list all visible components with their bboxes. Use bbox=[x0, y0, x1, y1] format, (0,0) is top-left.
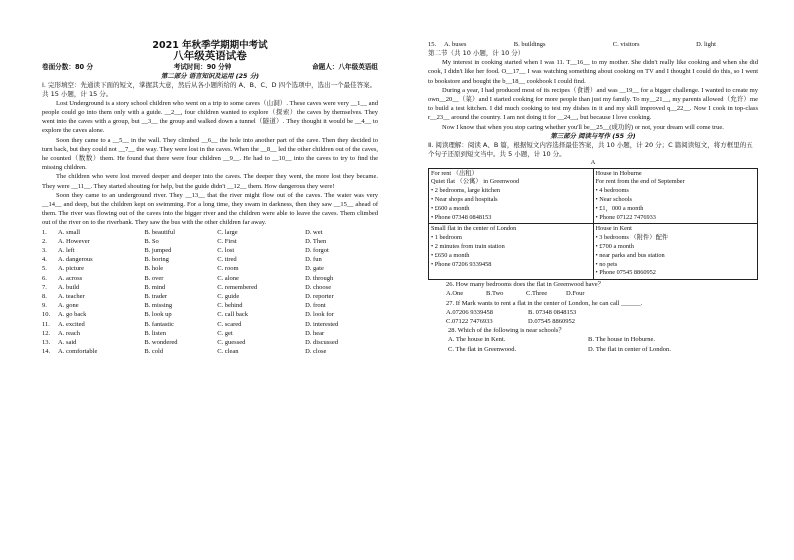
cloze-paragraph: Soon they came to a __5__ in the wall. They climbed __6__ the hole into another part of the cave. Then they decided to turn back, but they could not __7__ the way. They were lost in the caves. When the __8__ led the other children out of the caves, he counted（数数）them. He found that there were four children __9__. He had to __10__ into the caves to try to find the missing children. bbox=[42, 136, 378, 172]
ad-line: Quiet flat （公寓） in Greenwood bbox=[431, 178, 520, 186]
option-row bbox=[42, 292, 378, 301]
option-choice: B. cold bbox=[144, 348, 164, 356]
option-choice: B. mind bbox=[144, 283, 166, 291]
option-choice: A. However bbox=[58, 237, 90, 245]
cloze-options-table bbox=[42, 228, 378, 357]
question-28-options bbox=[428, 345, 758, 354]
ad-line: • Near schools bbox=[595, 195, 632, 203]
question-26-options bbox=[428, 289, 758, 298]
option-choice: B. trader bbox=[144, 293, 168, 301]
option-number: 5. bbox=[42, 265, 47, 273]
ad-greenwood bbox=[429, 168, 594, 224]
option-choice: C. clean bbox=[217, 348, 239, 356]
option-choice: B. beautiful bbox=[144, 228, 176, 236]
option-choice: A. excited bbox=[58, 320, 85, 328]
cloze-paragraph: Soon they came to an underground river. They __13__ that the river might flow out of the caves. The water was very __14__ and deep, but the children kept on swimming. For a long time, they swam in darkness, then they saw __15__ ahead of them. The river was flowing out of the caves into the bigger river and the children were able to leave the caves. Them climbed out of the river on to the riverbank. They saw the bus with the other children far away. bbox=[42, 191, 378, 227]
ad-line: • 2 minutes from train station bbox=[431, 242, 505, 250]
option-choice: C. room bbox=[217, 265, 239, 273]
option-number: 10. bbox=[42, 311, 51, 319]
exam-title: 2021 年秋季学期期中考试 bbox=[152, 40, 268, 51]
option-choice: C. get bbox=[217, 329, 233, 337]
ad-line: • Phone 07348 0848153 bbox=[431, 213, 492, 221]
answer-option: B. 07348 0848153 bbox=[528, 308, 577, 316]
answer-option: B.Two bbox=[486, 290, 504, 298]
cloze-paragraph: The children who were lost moved deeper and deeper into the caves. The deeper they went, the more lost they became. They were __11__. They started shouting for help, but the guide didn't __12__ them. How dangerous they were! bbox=[42, 173, 378, 190]
option-number: 4. bbox=[42, 256, 47, 264]
ad-line: • Near shops and hospitals bbox=[431, 195, 498, 203]
option-choice: D. fun bbox=[305, 256, 322, 264]
ad-line: • near parks and bus station bbox=[595, 251, 665, 259]
option-choice: B. missing bbox=[144, 302, 173, 310]
option-choice: A. across bbox=[58, 274, 83, 282]
option-choice: C. lost bbox=[217, 247, 235, 255]
time-text: 考试时间：90 分钟 bbox=[173, 63, 232, 71]
answer-option: A.07206 9339458 bbox=[446, 308, 493, 316]
cloze-instruction: Ⅰ. 完形填空：先通读下面的短文，掌握其大意，然后从各小题所给的 A、B、C、D 四个选项中，选出一个最佳答案。共 15 小题，计 15 分。 bbox=[42, 81, 377, 98]
option-row bbox=[42, 320, 378, 329]
question-27: 27. If Mark wants to rent a flat in the center of London, he can call ______. bbox=[446, 299, 643, 307]
question-26: 26. How many bedrooms does the flat in Greenwood have？ bbox=[446, 281, 605, 289]
option-15 bbox=[428, 40, 758, 49]
ad-line: • 3 bedrooms （附件）配件 bbox=[595, 234, 669, 242]
option-row bbox=[42, 274, 378, 283]
answer-option: D.07545 8860952 bbox=[528, 317, 575, 325]
answer-option: B. The house in Hoburne. bbox=[588, 336, 656, 344]
ad-line: • Phone 07545 8860952 bbox=[595, 269, 656, 277]
option-choice: A. said bbox=[58, 339, 77, 347]
left-column bbox=[42, 40, 378, 357]
option-choice: D. look for bbox=[305, 311, 334, 319]
question-28-options bbox=[428, 335, 758, 344]
option-row bbox=[42, 264, 378, 273]
answer-option: C. The flat in Greenwood. bbox=[448, 345, 517, 353]
option-choice: C. remembered bbox=[217, 283, 258, 291]
option-choice: C. guessed bbox=[217, 339, 246, 347]
option-number: 2. bbox=[42, 237, 47, 245]
option-choice: C. guide bbox=[217, 293, 240, 301]
ad-line: • £600 a month bbox=[431, 204, 470, 212]
passage-paragraph: Now I know that when you stop caring whether you'll be__25__(成功的) or not, your dream will come true. bbox=[442, 123, 724, 131]
option-choice: A. dangerous bbox=[58, 256, 93, 264]
option-choice: C. visitors bbox=[612, 41, 640, 48]
option-number: 8. bbox=[42, 293, 47, 301]
ad-line: House in Kent bbox=[595, 225, 632, 233]
option-choice: D. reporter bbox=[305, 293, 334, 301]
part2-heading: 第二部分 语言知识及运用 (25 分) bbox=[160, 72, 260, 80]
option-choice: D. gate bbox=[305, 265, 324, 273]
ad-kent bbox=[593, 224, 758, 280]
option-choice: B. fantastic bbox=[144, 320, 174, 328]
option-choice: B. look up bbox=[144, 311, 172, 319]
option-choice: C. scared bbox=[217, 320, 242, 328]
ad-line: • 1 bedroom bbox=[431, 234, 462, 242]
option-choice: A. left bbox=[58, 247, 75, 255]
option-number: 7. bbox=[42, 283, 47, 291]
option-number: 12. bbox=[42, 329, 51, 337]
cloze-paragraph: Lost Underground is a story school children who went on a trip to some caves（山洞）. These caves were very __1__ and people could go into them only with a guide. __2__, four children wanted to explore（探索）the caves by themselves. They went into the caves with a group, but __3__ the group and walked down a tunnel（隧道）. They thought it would be __4__ to explore the caves alone. bbox=[42, 99, 378, 135]
ad-line: • £700 a month bbox=[595, 242, 634, 250]
option-choice: B. buildings bbox=[513, 41, 546, 48]
option-choice: C. alone bbox=[217, 274, 239, 282]
option-choice: B. listen bbox=[144, 329, 166, 337]
score-text: 卷面分数：80 分 bbox=[42, 63, 94, 71]
section-a-label: A bbox=[590, 158, 596, 166]
option-row bbox=[42, 237, 378, 246]
ad-line: For rent （出租） bbox=[431, 169, 478, 177]
option-row bbox=[42, 228, 378, 237]
option-choice: D. front bbox=[305, 302, 326, 310]
option-choice: A. gone bbox=[58, 302, 79, 310]
option-choice: D. Then bbox=[305, 237, 327, 245]
ads-table bbox=[428, 168, 758, 281]
option-choice: B. So bbox=[144, 237, 159, 245]
exam-meta bbox=[42, 62, 378, 72]
option-choice: D. wet bbox=[305, 228, 323, 236]
answer-option: C.07122 7476933 bbox=[446, 317, 493, 325]
option-choice: A. reach bbox=[58, 329, 81, 337]
option-row bbox=[42, 310, 378, 319]
section2-heading: 第二节（共 10 小题，计 10 分） bbox=[428, 49, 525, 58]
ad-line: • Phone 07122 7476933 bbox=[595, 213, 656, 221]
option-row bbox=[42, 338, 378, 347]
option-choice: B. wondered bbox=[144, 339, 178, 347]
ad-line: • no pets bbox=[595, 260, 618, 268]
option-number: 9. bbox=[42, 302, 47, 310]
answer-option: D. The flat in center of London. bbox=[588, 345, 671, 353]
ad-line: Small flat in the center of London bbox=[431, 225, 517, 233]
question-28: 28. Which of the following is near schools？ bbox=[448, 327, 565, 335]
passage-paragraph: During a year, I had produced most of its recipes（食谱）and was __19__ for a bigger challenge. I wanted to create my own__20__（菜）and I started cooking for more people than just my family. To my__21__, my parents allowed（允许）me to build a test kitchen. I did much cooking to test my dishes in it and my skill improved q__22__. Now I cook in top-class r__23__ around the country. I am not doing it for __24__, but because I love cooking. bbox=[428, 86, 758, 122]
option-choice: A. teacher bbox=[58, 293, 85, 301]
option-choice: D. forgot bbox=[305, 247, 329, 255]
option-row bbox=[42, 246, 378, 255]
option-choice: A. small bbox=[58, 228, 81, 236]
option-choice: B. boring bbox=[144, 256, 169, 264]
option-choice: A. go back bbox=[58, 311, 87, 319]
option-row bbox=[42, 255, 378, 264]
option-choice: B. over bbox=[144, 274, 164, 282]
option-choice: A. picture bbox=[58, 265, 84, 273]
ad-london bbox=[429, 224, 594, 280]
option-choice: A. comfortable bbox=[58, 348, 98, 356]
option-row bbox=[42, 283, 378, 292]
answer-option: A. The house in Kent. bbox=[448, 336, 506, 344]
option-number: 3. bbox=[42, 247, 47, 255]
question-27-options bbox=[428, 308, 758, 317]
option-choice: C. First bbox=[217, 237, 237, 245]
option-choice: C. tired bbox=[217, 256, 237, 264]
exam-subtitle: 八年级英语试卷 bbox=[173, 50, 247, 62]
option-choice: B. jumped bbox=[144, 247, 172, 255]
option-choice: D. close bbox=[305, 348, 327, 356]
ad-hoburne bbox=[593, 168, 758, 224]
option-choice: B. hole bbox=[144, 265, 164, 273]
option-row bbox=[42, 301, 378, 310]
option-choice: C. call back bbox=[217, 311, 249, 319]
ad-line: For rent from the end of September bbox=[595, 178, 685, 186]
option-choice: C. large bbox=[217, 228, 238, 236]
option-row bbox=[42, 329, 378, 338]
ad-line: • 4 bedrooms bbox=[595, 187, 629, 195]
ad-line: • £1，000 a month bbox=[595, 204, 644, 212]
option-choice: D. through bbox=[305, 274, 334, 282]
option-number: 6. bbox=[42, 274, 47, 282]
option-number: 14. bbox=[42, 348, 51, 356]
option-number: 15. bbox=[428, 41, 437, 48]
option-choice: A. buses bbox=[444, 41, 467, 48]
option-choice: D. discussed bbox=[305, 339, 338, 347]
part3-heading: 第三部分 阅读与写作 (55 分) bbox=[550, 131, 636, 140]
author-text: 命题人：八年级英语组 bbox=[312, 63, 378, 71]
option-number: 1. bbox=[42, 228, 47, 236]
option-choice: D. hear bbox=[305, 329, 325, 337]
option-choice: A. build bbox=[58, 283, 80, 291]
option-choice: D. choose bbox=[305, 283, 332, 291]
ad-line: • Phone 07206 9339458 bbox=[431, 260, 492, 268]
ad-line: • 2 bedrooms, large kitchen bbox=[431, 187, 501, 195]
option-number: 11. bbox=[42, 320, 50, 328]
answer-option: D.Four bbox=[566, 290, 585, 298]
right-column bbox=[428, 40, 758, 354]
question-27-options bbox=[428, 317, 758, 326]
passage-paragraph: My interest in cooking started when I was 11. T__16__ to my mother. She didn't really like cooking and when she did cook, I didn't like her food. O__17__ I was watching something about cooking on TV and I thought I could do this, so I went to bookstore and bought the b__18__ cookbook I could find. bbox=[428, 59, 758, 85]
answer-option: C.Three bbox=[526, 290, 548, 298]
option-choice: C. behind bbox=[217, 302, 243, 310]
option-number: 13. bbox=[42, 339, 51, 347]
option-choice: D. light bbox=[696, 41, 716, 48]
ad-line: House in Hoburne bbox=[595, 169, 642, 177]
option-choice: D. interested bbox=[305, 320, 339, 328]
ad-line: • £650 a month bbox=[431, 251, 470, 259]
option-row bbox=[42, 347, 378, 356]
answer-option: A.One bbox=[446, 290, 464, 298]
reading-instruction: Ⅱ. 阅读理解：阅读 A、B 篇，根据短文内容选择最佳答案，共 10 小题，计 20 分；C 篇阅读短文，将方框里的五个句子还原到短文当中。共 5 小题，计 10 分。 bbox=[428, 140, 753, 158]
